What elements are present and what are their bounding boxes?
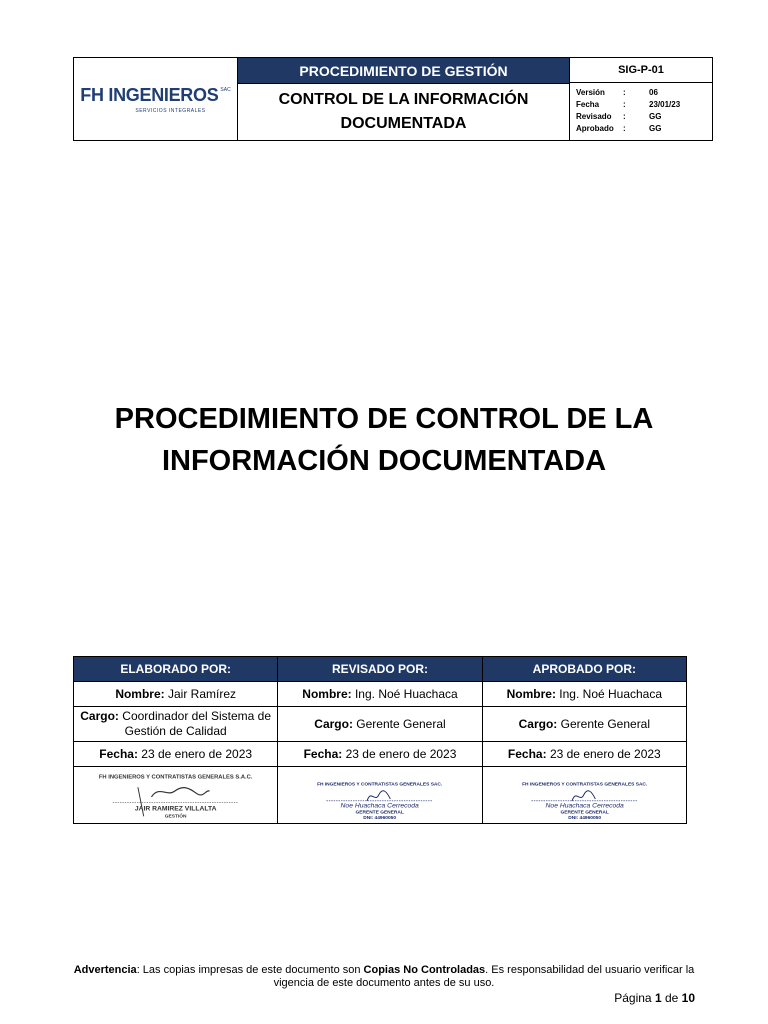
company-logo: [74, 58, 238, 140]
header-elaborado: ELABORADO POR:: [74, 657, 278, 682]
signature-scribble: [367, 791, 390, 801]
signature-stamp-elaborado: [74, 767, 277, 823]
logo-text: FH INGENIEROS: [80, 84, 219, 105]
stamp-company: FH INGENIEROS Y CONTRATISTAS GENERALES SAC.: [317, 782, 443, 788]
page-number: [614, 991, 695, 1005]
cargo-label: Cargo:: [314, 716, 353, 731]
name-value: Ing. Noé Huachaca: [354, 687, 458, 701]
meta-colon: :: [623, 100, 626, 109]
stamp-company: FH INGENIEROS Y CONTRATISTAS GENERALES S.A.C.: [98, 774, 253, 781]
signature-stamp-aprobado: [483, 767, 686, 823]
meta-colon: :: [623, 124, 626, 133]
name-value: Ing. Noé Huachaca: [559, 687, 663, 701]
fecha-row: [74, 742, 687, 767]
stamp-role: GERENTE GENERAL: [560, 810, 609, 816]
stamp-id: DNI: 44960050: [363, 816, 397, 822]
meta-value: GG: [649, 112, 662, 121]
header-aprobado: APROBADO POR:: [482, 657, 686, 682]
stamp-company: FH INGENIEROS Y CONTRATISTAS GENERALES SAC.: [521, 782, 647, 788]
signature-scribble: [572, 791, 595, 801]
meta-list: [570, 83, 712, 135]
cargo-cell: [482, 707, 686, 742]
stamp-name: Noe Huachaca Cerrecoda: [545, 802, 624, 810]
page-label: Página: [614, 991, 655, 1005]
fecha-label: Fecha:: [507, 747, 547, 761]
name-value: Jair Ramírez: [168, 687, 237, 701]
cargo-cell: [278, 707, 482, 742]
signature-cell: [278, 767, 482, 824]
fecha-cell: [482, 742, 686, 767]
cargo-cell: [74, 707, 278, 742]
meta-row: [576, 99, 712, 111]
signature-cell: [74, 767, 278, 824]
stamp-role: GESTIÓN: [164, 814, 187, 820]
header-revisado: REVISADO POR:: [278, 657, 482, 682]
meta-row: [576, 123, 712, 135]
meta-value: 06: [649, 88, 658, 97]
name-row: [74, 682, 687, 707]
fecha-cell: [278, 742, 482, 767]
approval-header-row: [74, 657, 687, 682]
name-label: Nombre:: [115, 687, 165, 701]
fecha-value: 23 de enero de 2023: [549, 747, 661, 761]
name-cell: [74, 682, 278, 707]
meta-key: Versión: [576, 88, 605, 97]
disclaimer-label: Advertencia: [73, 964, 137, 976]
meta-colon: :: [623, 112, 626, 121]
main-title: [0, 398, 768, 482]
cargo-label: Cargo:: [80, 709, 119, 723]
name-cell: [482, 682, 686, 707]
fecha-value: 23 de enero de 2023: [141, 747, 253, 761]
main-title-line1: PROCEDIMIENTO DE CONTROL DE LA: [114, 403, 654, 435]
fecha-cell: [74, 742, 278, 767]
approval-table: [73, 656, 687, 824]
meta-value: GG: [649, 124, 662, 133]
stamp-id: DNI: 44960050: [567, 816, 601, 822]
disclaimer-text-2: . Es responsabilidad del usuario verificar la vigencia de este documento antes de su uso.: [273, 964, 695, 989]
meta-value: 23/01/23: [649, 100, 681, 109]
fecha-value: 23 de enero de 2023: [345, 747, 457, 761]
header-title: [238, 84, 569, 140]
stamp-name: JAIR RAMIREZ VILLALTA: [134, 805, 217, 813]
meta-colon: :: [623, 88, 626, 97]
cargo-value: Gerente General: [356, 716, 446, 731]
header-meta-cell: [570, 58, 712, 140]
fecha-label: Fecha:: [303, 747, 343, 761]
header-title-cell: [238, 58, 570, 140]
stamp-role: GERENTE GENERAL: [355, 810, 405, 816]
signature-cell: [482, 767, 686, 824]
logo-suffix: SAC: [220, 86, 231, 93]
document-code: SIG-P-01: [570, 58, 712, 83]
name-label: Nombre:: [506, 687, 556, 701]
document-header: [73, 57, 713, 141]
disclaimer-emphasis: Copias No Controladas: [363, 964, 486, 976]
stamp-name: Noe Huachaca Cerrecoda: [340, 802, 420, 810]
cargo-value: Gerente General: [560, 716, 651, 731]
meta-row: [576, 87, 712, 99]
fecha-label: Fecha:: [99, 747, 138, 761]
meta-key: Revisado: [576, 112, 612, 121]
signature-stamp-revisado: [278, 767, 481, 823]
logo-subtitle: SERVICIOS INTEGRALES: [135, 107, 206, 114]
cargo-row: [74, 707, 687, 742]
page-total: 10: [681, 991, 695, 1005]
cargo-value: Coordinador del Sistema de Gestión de Calidad: [122, 709, 272, 738]
name-label: Nombre:: [302, 687, 352, 701]
main-title-line2: INFORMACIÓN DOCUMENTADA: [161, 445, 607, 477]
header-band: PROCEDIMIENTO DE GESTIÓN: [238, 58, 569, 84]
page-current: 1: [654, 991, 662, 1005]
meta-key: Fecha: [576, 100, 600, 109]
header-title-line2: DOCUMENTADA: [340, 115, 467, 132]
header-title-line1: CONTROL DE LA INFORMACIÓN: [278, 91, 529, 108]
signature-row: [74, 767, 687, 824]
signature-scribble: [151, 788, 209, 797]
meta-row: [576, 111, 712, 123]
cargo-label: Cargo:: [518, 716, 558, 731]
name-cell: [278, 682, 482, 707]
meta-key: Aprobado: [576, 124, 614, 133]
disclaimer: [70, 964, 698, 990]
disclaimer-text: : Las copias impresas de este documento son: [136, 964, 364, 976]
page-of: de: [661, 991, 682, 1005]
